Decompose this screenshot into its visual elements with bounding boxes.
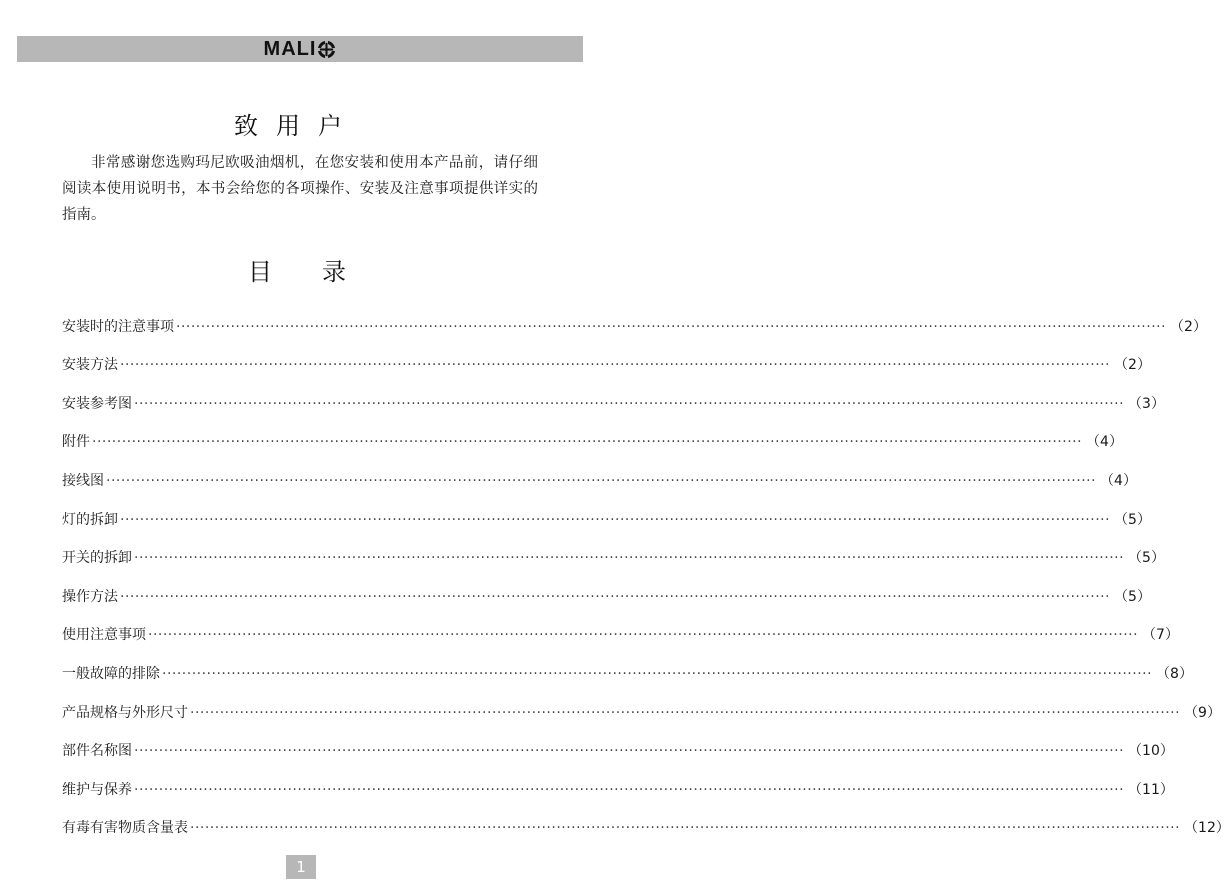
toc-item-label: 一般故障的排除 bbox=[62, 665, 160, 682]
toc-item-label: 灯的拆卸 bbox=[62, 511, 118, 528]
toc-leader-dots: ········································································································································································································ bbox=[120, 357, 1111, 374]
toc-leader-dots: ········································································································································································································ bbox=[120, 588, 1111, 605]
toc-item[interactable] bbox=[62, 763, 1174, 802]
brand-logo bbox=[264, 38, 337, 61]
toc-title bbox=[0, 252, 594, 287]
toc-item[interactable] bbox=[62, 454, 1137, 493]
toc-item[interactable] bbox=[62, 339, 1151, 378]
brand-text: MALI bbox=[263, 37, 317, 60]
toc-item-page: （3） bbox=[1128, 395, 1165, 412]
brand-o-icon bbox=[317, 40, 336, 59]
toc-item-label: 安装方法 bbox=[62, 357, 118, 374]
toc-leader-dots: ········································································································································································································ bbox=[134, 743, 1125, 760]
toc-item-label: 安装参考图 bbox=[62, 395, 132, 412]
toc-item-page: （2） bbox=[1114, 357, 1151, 374]
toc-title-right: 录 bbox=[322, 258, 346, 286]
toc-item-page: （5） bbox=[1114, 588, 1151, 605]
toc-item[interactable] bbox=[62, 609, 1179, 648]
toc-item[interactable] bbox=[62, 802, 1230, 841]
toc-item-label: 操作方法 bbox=[62, 588, 118, 605]
toc-leader-dots: ········································································································································································································ bbox=[120, 511, 1111, 528]
toc-item[interactable] bbox=[62, 416, 1123, 455]
toc-item-label: 使用注意事项 bbox=[62, 627, 146, 644]
toc-item-page: （4） bbox=[1086, 434, 1123, 451]
toc-item[interactable] bbox=[62, 686, 1221, 725]
toc-item-label: 部件名称图 bbox=[62, 743, 132, 760]
toc-leader-dots: ········································································································································································································ bbox=[106, 472, 1097, 489]
toc-item-label: 接线图 bbox=[62, 472, 104, 489]
toc-item-label: 开关的拆卸 bbox=[62, 550, 132, 567]
page-title: 致用户 bbox=[234, 112, 360, 140]
toc-leader-dots: ········································································································································································································ bbox=[134, 550, 1125, 567]
toc-item-page: （12） bbox=[1184, 820, 1230, 837]
toc-item[interactable] bbox=[62, 725, 1174, 764]
toc-leader-dots: ········································································································································································································ bbox=[148, 627, 1139, 644]
toc-leader-dots: ········································································································································································································ bbox=[190, 704, 1181, 721]
toc-item-label: 附件 bbox=[62, 434, 90, 451]
toc-item-page: （7） bbox=[1142, 627, 1179, 644]
toc-item-page: （2） bbox=[1170, 318, 1207, 335]
intro-paragraph bbox=[62, 150, 538, 228]
toc-item-page: （10） bbox=[1128, 743, 1174, 760]
toc-item-page: （9） bbox=[1184, 704, 1221, 721]
header-bar bbox=[17, 36, 583, 62]
toc-item-label: 产品规格与外形尺寸 bbox=[62, 704, 188, 721]
toc-item-label: 有毒有害物质含量表 bbox=[62, 820, 188, 837]
intro-text: 非常感谢您选购玛尼欧吸油烟机，在您安装和使用本产品前，请仔细阅读本使用说明书，本书会给您的各项操作、安装及注意事项提供详实的指南。 bbox=[62, 155, 538, 223]
toc-leader-dots: ········································································································································································································ bbox=[134, 395, 1125, 412]
toc-item-page: （8） bbox=[1156, 665, 1193, 682]
toc-title-left: 目 bbox=[248, 258, 272, 286]
toc-item-page: （11） bbox=[1128, 781, 1174, 798]
toc-list bbox=[62, 300, 1230, 840]
toc-leader-dots: ········································································································································································································ bbox=[162, 665, 1153, 682]
toc-item-page: （5） bbox=[1114, 511, 1151, 528]
toc-item[interactable] bbox=[62, 532, 1165, 571]
toc-item[interactable] bbox=[62, 493, 1151, 532]
toc-item[interactable] bbox=[62, 300, 1207, 339]
toc-leader-dots: ········································································································································································································ bbox=[134, 781, 1125, 798]
toc-item-label: 维护与保养 bbox=[62, 781, 132, 798]
toc-item-label: 安装时的注意事项 bbox=[62, 318, 174, 335]
toc-item[interactable] bbox=[62, 377, 1165, 416]
toc-leader-dots: ········································································································································································································ bbox=[190, 820, 1181, 837]
toc-item-page: （5） bbox=[1128, 550, 1165, 567]
toc-item[interactable] bbox=[62, 647, 1193, 686]
page-number: 1 bbox=[286, 855, 316, 879]
toc-leader-dots: ········································································································································································································ bbox=[92, 434, 1083, 451]
toc-leader-dots: ········································································································································································································ bbox=[176, 318, 1167, 335]
toc-item[interactable] bbox=[62, 570, 1151, 609]
toc-item-page: （4） bbox=[1100, 472, 1137, 489]
